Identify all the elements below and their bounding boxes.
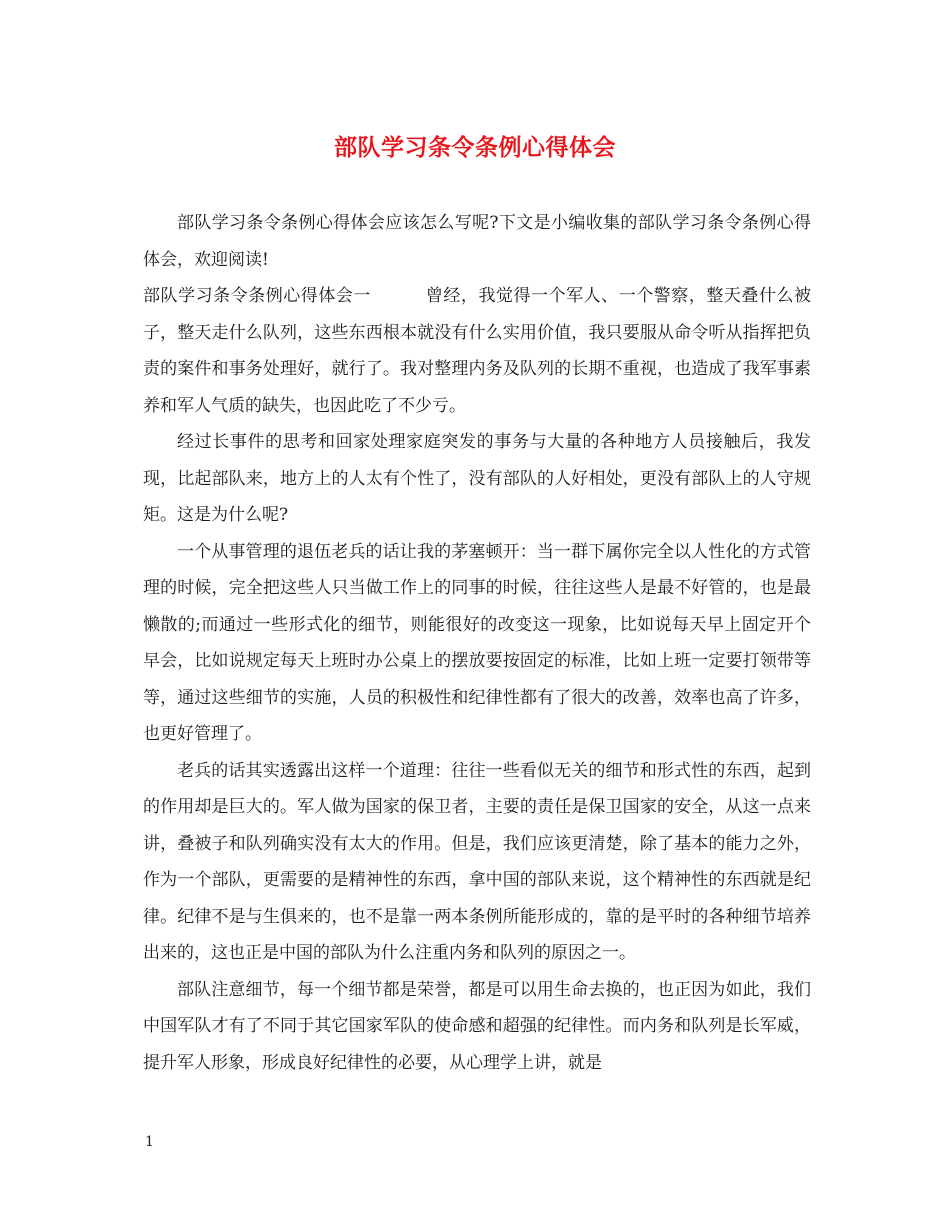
body-paragraph-3: 一个从事管理的退伍老兵的话让我的茅塞顿开：当一群下属你完全以人性化的方式管理的时候，完全把这些人只当做工作上的同事的时候，往往这些人是最不好管的，也是最懒散的;而通过一些形式化的细节，则能很好的改变这一现象，比如说每天早上固定开个早会，比如说规定每天上班时办公桌上的摆放要按固定的标准，比如上班一定要打领带等等，通过这些细节的实施，人员的积极性和纪律性都有了很大的改善，效率也高了许多，也更好管理了。 bbox=[143, 541, 811, 744]
section-first-paragraph bbox=[143, 278, 811, 424]
document-body bbox=[143, 205, 811, 1081]
intro-paragraph: 部队学习条令条例心得体会应该怎么写呢?下文是小编收集的部队学习条令条例心得体会，欢迎阅读! bbox=[143, 213, 811, 270]
body-paragraph-4: 老兵的话其实透露出这样一个道理：往往一些看似无关的细节和形式性的东西，起到的作用却是巨大的。军人做为国家的保卫者，主要的责任是保卫国家的安全，从这一点来讲，叠被子和队列确实没有太大的作用。但是，我们应该更清楚，除了基本的能力之外，作为一个部队，更需要的是精神性的东西，拿中国的部队来说，这个精神性的东西就是纪律。纪律不是与生俱来的，也不是靠一两本条例所能形成的，靠的是平时的各种细节培养出来的，这也正是中国的部队为什么注重内务和队列的原因之一。 bbox=[143, 760, 811, 963]
document-title: 部队学习条令条例心得体会 bbox=[334, 134, 616, 161]
body-paragraph-2: 经过长事件的思考和回家处理家庭突发的事务与大量的各种地方人员接触后，我发现，比起部队来，地方上的人太有个性了，没有部队的人好相处，更没有部队上的人守规矩。这是为什么呢? bbox=[143, 432, 811, 525]
section-heading: 部队学习条令条例心得体会一 bbox=[143, 286, 371, 306]
body-paragraph-5: 部队注意细节，每一个细节都是荣誉，都是可以用生命去换的，也正因为如此，我们中国军队才有了不同于其它国家军队的使命感和超强的纪律性。而内务和队列是长军威，提升军人形象，形成良好纪律性的必要，从心理学上讲，就是 bbox=[143, 979, 811, 1073]
page-number: 1 bbox=[145, 1134, 154, 1150]
body-paragraph-1: 曾经，我觉得一个军人、一个警察，整天叠什么被子，整天走什么队列，这些东西根本就没有什么实用价值，我只要服从命令听从指挥把负责的案件和事务处理好，就行了。我对整理内务及队列的长期不重视，也造成了我军事素养和军人气质的缺失，也因此吃了不少亏。 bbox=[143, 286, 812, 416]
